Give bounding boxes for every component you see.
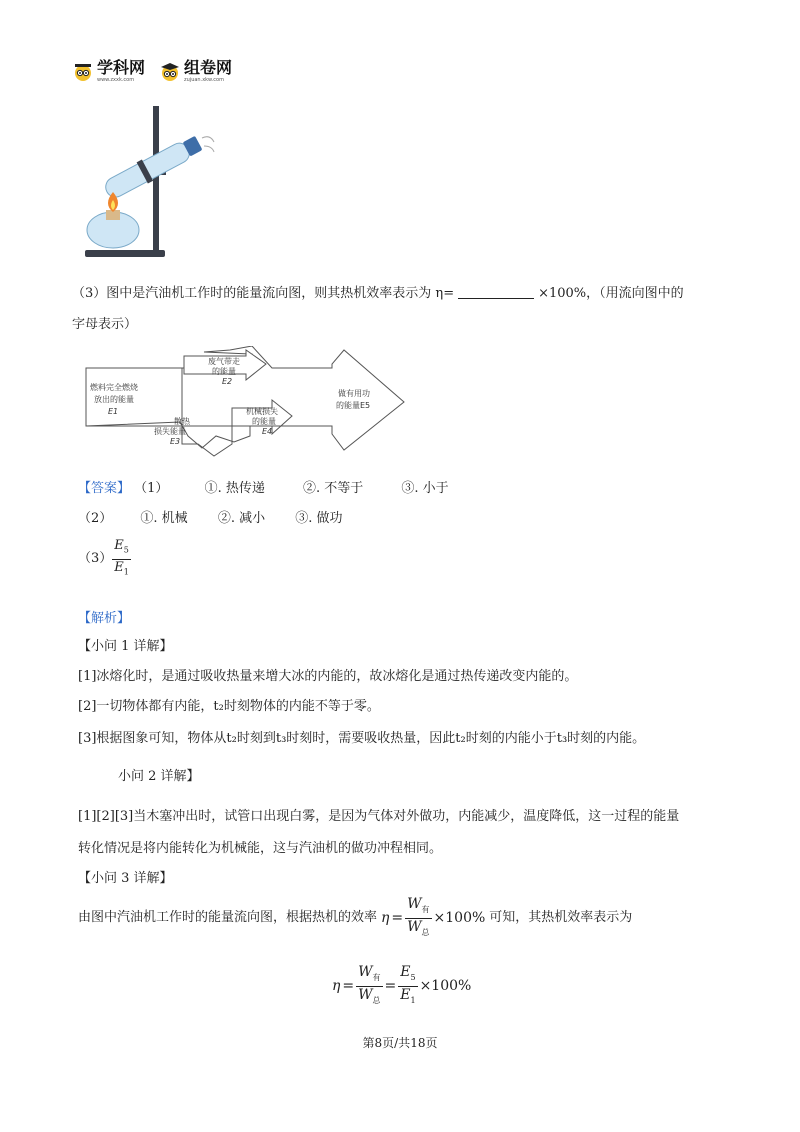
paragraph-6-pre: 由图中汽油机工作时的能量流向图，根据热机的效率 [78, 910, 378, 926]
logo-zujuan[interactable] [159, 60, 232, 83]
heat-loss-label-1: 散热 [174, 417, 190, 426]
analysis-paragraph-5: 转化情况是将内能转化为机械能，这与汽油机的做功冲程相同。 [78, 841, 443, 856]
question-3-tail: ×100%，（用流向图中的 [538, 286, 684, 301]
answer-tag: 【答案】 [78, 481, 131, 496]
owl-mascot-icon [159, 62, 181, 82]
exhaust-label-1: 废气带走 [208, 357, 240, 366]
analysis-tag: 【解析】 [78, 611, 131, 626]
sub-question-3-title: 【小问 3 详解】 [78, 871, 173, 886]
header-logos [72, 60, 232, 83]
analysis-paragraph-3: [3]根据图象可知，物体从t₂时刻到t₃时刻时，需要吸收热量，因此t₂时刻的内能小于t₃时刻的内能。 [78, 731, 646, 746]
answer-2-part3: ③. 做功 [295, 511, 343, 526]
heat-loss-symbol: E3 [170, 437, 181, 446]
answer-2-part1: ①. 机械 [140, 511, 188, 526]
efficiency-formula: η = $\frac{W_有}{W_总}$ ×100% [381, 896, 486, 937]
answer-3-fraction: $\frac{E_5}{E_1}$ [114, 538, 129, 577]
exhaust-label-2: 的能量 [212, 367, 236, 376]
answer-1-part2: ②. 不等于 [302, 481, 364, 496]
answer-2-part2: ②. 减小 [217, 511, 266, 526]
logo2-url: zujuan.xkw.com [184, 77, 224, 83]
owl-mascot-icon [72, 62, 94, 82]
paragraph-6-post: 可知，其热机效率表示为 [489, 910, 633, 926]
analysis-paragraph-4: [1][2][3]当木塞冲出时，试管口出现白雾，是因为气体对外做功，内能减少，温度降低，这一过程的能量 [78, 809, 680, 824]
logo-zxxk[interactable] [72, 60, 145, 83]
mech-loss-label-2: 的能量 [252, 417, 276, 426]
answer-1-part1: ①. 热传递 [204, 481, 265, 496]
logo2-title: 组卷网 [184, 58, 233, 77]
final-efficiency-equation: η = $\frac{W_有}{W_总}$ = $\frac{E_5}{E_1}$ ×100% [332, 964, 472, 1005]
answer-1-label: （1） [134, 481, 169, 496]
input-label-1: 燃料完全燃烧 [90, 383, 138, 392]
analysis-paragraph-1: [1]冰熔化时，是通过吸收热量来增大冰的内能的，故冰熔化是通过热传递改变内能的。 [78, 669, 578, 684]
analysis-paragraph-2: [2]一切物体都有内能，t₂时刻物体的内能不等于零。 [78, 699, 380, 714]
question-3-text: （3）图中是汽油机工作时的能量流向图，则其热机效率表示为 η= [72, 286, 455, 301]
input-label-2: 放出的能量 [94, 395, 134, 404]
exhaust-symbol: E2 [222, 377, 233, 386]
page-number: 第8页/共18页 [362, 1036, 438, 1050]
sub-question-2-title: 小问 2 详解】 [118, 769, 200, 784]
useful-label-1: 做有用功 [338, 389, 370, 398]
answer-2-label: （2） [78, 511, 113, 526]
mech-loss-label-1: 机械损失 [246, 407, 278, 416]
answer-1-part3: ③. 小于 [401, 481, 449, 496]
input-symbol: E1 [108, 407, 119, 416]
answer-3-label: （3） [78, 551, 113, 567]
analysis-paragraph-6 [78, 896, 632, 941]
logo1-url: www.zxxk.com [97, 77, 135, 83]
answer-row-2 [78, 508, 343, 530]
answer-blank[interactable] [458, 284, 534, 299]
sub-question-1-title: 【小问 1 详解】 [78, 639, 173, 654]
answer-row-3 [78, 538, 131, 580]
heat-loss-label-2: 损失能量 [154, 427, 186, 436]
question-3-line1 [72, 283, 684, 305]
mech-loss-symbol: E4 [262, 427, 273, 436]
logo1-title: 学科网 [97, 58, 146, 77]
energy-flow-diagram [82, 346, 412, 458]
answer-row-1 [78, 478, 449, 500]
useful-label-2: 的能量E5 [336, 401, 371, 410]
test-tube-apparatus-illustration [80, 100, 220, 262]
question-3-line2: 字母表示） [72, 317, 138, 332]
